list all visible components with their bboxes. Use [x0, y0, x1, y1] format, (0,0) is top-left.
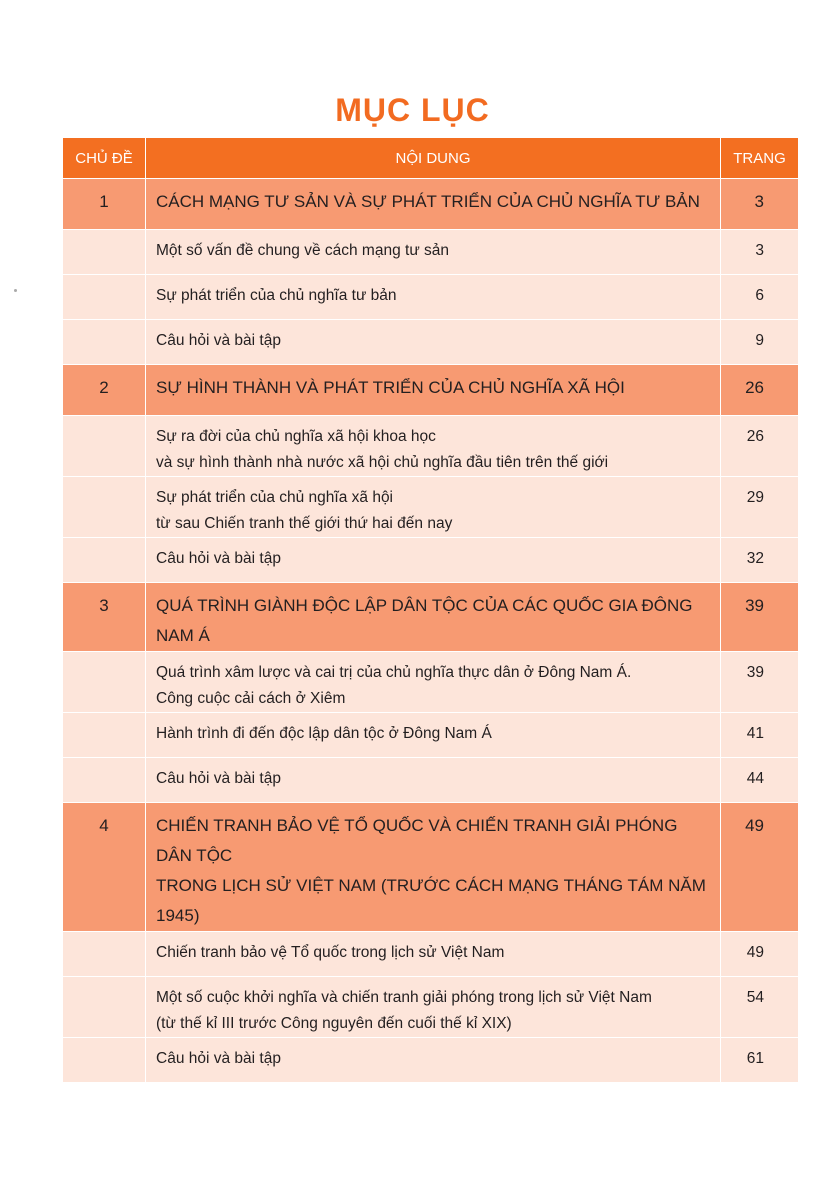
toc-item[interactable]: [63, 932, 799, 977]
chapter-row[interactable]: [63, 365, 799, 416]
item-title: Câu hỏi và bài tập: [146, 1038, 721, 1083]
chapter-title-line: QUÁ TRÌNH GIÀNH ĐỘC LẬP DÂN TỘC CỦA CÁC QUỐC GIA ĐÔNG NAM Á: [156, 596, 693, 645]
chapter-title-line: TRONG LỊCH SỬ VIỆT NAM (TRƯỚC CÁCH MẠNG THÁNG TÁM NĂM 1945): [156, 876, 706, 925]
item-page: 41: [721, 713, 799, 758]
item-page: 39: [721, 652, 799, 713]
header-row: [63, 138, 799, 179]
chapter-title: [146, 583, 721, 652]
toc-item[interactable]: [63, 477, 799, 538]
item-title: Sự phát triển của chủ nghĩa tư bản: [146, 275, 721, 320]
header-topic: CHỦ ĐỀ: [63, 138, 146, 179]
chapter-number: 2: [63, 365, 146, 416]
item-page: 61: [721, 1038, 799, 1083]
toc-item[interactable]: [63, 758, 799, 803]
item-title: Câu hỏi và bài tập: [146, 758, 721, 803]
header-content: NỘI DUNG: [146, 138, 721, 179]
item-page: 49: [721, 932, 799, 977]
item-title: Hành trình đi đến độc lập dân tộc ở Đông Nam Á: [146, 713, 721, 758]
chapter-row[interactable]: [63, 803, 799, 932]
item-title: Câu hỏi và bài tập: [146, 320, 721, 365]
scan-speck: [14, 289, 17, 292]
chapter-title-line: CHIẾN TRANH BẢO VỆ TỔ QUỐC VÀ CHIẾN TRANH GIẢI PHÓNG DÂN TỘC: [156, 816, 678, 865]
item-title: Câu hỏi và bài tập: [146, 538, 721, 583]
chapter-number: 1: [63, 179, 146, 230]
chapter-page: 49: [721, 803, 799, 932]
item-page: 26: [721, 416, 799, 477]
chapter-title: [146, 179, 721, 230]
toc-item[interactable]: [63, 713, 799, 758]
chapter-title-line: CÁCH MẠNG TƯ SẢN VÀ SỰ PHÁT TRIỂN CỦA CHỦ NGHĨA TƯ BẢN: [156, 192, 700, 211]
toc-item[interactable]: [63, 977, 799, 1038]
item-page: 9: [721, 320, 799, 365]
toc-item[interactable]: [63, 652, 799, 713]
chapter-title: [146, 803, 721, 932]
chapter-page: 3: [721, 179, 799, 230]
item-title: Quá trình xâm lược và cai trị của chủ nghĩa thực dân ở Đông Nam Á. Công cuộc cải cách ở Xiêm: [146, 652, 721, 713]
item-page: 29: [721, 477, 799, 538]
chapter-row[interactable]: [63, 583, 799, 652]
item-title: Sự phát triển của chủ nghĩa xã hội từ sau Chiến tranh thế giới thứ hai đến nay: [146, 477, 721, 538]
toc-item[interactable]: [63, 538, 799, 583]
table-of-contents: [62, 137, 799, 1083]
chapter-row[interactable]: [63, 179, 799, 230]
item-title: Chiến tranh bảo vệ Tổ quốc trong lịch sử Việt Nam: [146, 932, 721, 977]
toc-item[interactable]: [63, 275, 799, 320]
item-title: Một số cuộc khởi nghĩa và chiến tranh giải phóng trong lịch sử Việt Nam (từ thế kỉ III trước Công nguyên đến cuối thế kỉ XIX): [146, 977, 721, 1038]
item-page: 32: [721, 538, 799, 583]
item-title: Sự ra đời của chủ nghĩa xã hội khoa học và sự hình thành nhà nước xã hội chủ nghĩa đầu tiên trên thế giới: [146, 416, 721, 477]
chapter-page: 26: [721, 365, 799, 416]
toc-item[interactable]: [63, 416, 799, 477]
toc-item[interactable]: [63, 1038, 799, 1083]
toc-item[interactable]: [63, 230, 799, 275]
chapter-number: 3: [63, 583, 146, 652]
item-page: 3: [721, 230, 799, 275]
page-title: MỤC LỤC: [335, 92, 490, 128]
chapter-title: [146, 365, 721, 416]
item-page: 44: [721, 758, 799, 803]
chapter-number: 4: [63, 803, 146, 932]
header-page: TRANG: [721, 138, 799, 179]
chapter-page: 39: [721, 583, 799, 652]
chapter-title-line: SỰ HÌNH THÀNH VÀ PHÁT TRIỂN CỦA CHỦ NGHĨA XÃ HỘI: [156, 378, 625, 397]
item-page: 54: [721, 977, 799, 1038]
item-title: Một số vấn đề chung về cách mạng tư sản: [146, 230, 721, 275]
toc-item[interactable]: [63, 320, 799, 365]
item-page: 6: [721, 275, 799, 320]
